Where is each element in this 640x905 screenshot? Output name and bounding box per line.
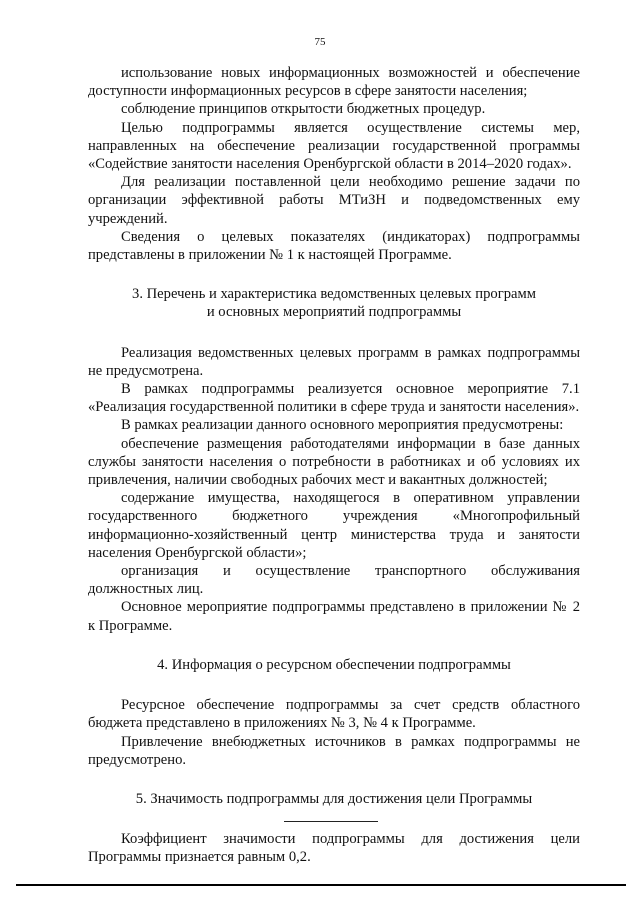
paragraph: Привлечение внебюджетных источников в рамках подпрограммы не предусмотрено. [88, 733, 580, 768]
paragraph: соблюдение принципов открытости бюджетных процедур. [121, 101, 486, 118]
paragraph: Основное мероприятие подпрограммы представлено в приложении № 2 к Программе. [88, 599, 580, 634]
paragraph: содержание имущества, находящегося в оперативном управлении государственного бюджетного учреждения «Многопрофильный информационно-хозяйственный центр министерства труда и занятости населения Оренбургской области»; [88, 490, 580, 561]
paragraph: Реализация ведомственных целевых программ в рамках подпрограммы не предусмотрена. [88, 344, 580, 379]
separator-line [284, 821, 378, 822]
paragraph: Коэффициент значимости подпрограммы для достижения цели Программы признается равным 0,2. [88, 831, 580, 866]
paragraph: Для реализации поставленной цели необходимо решение задачи по организации эффективной работы МТиЗН и подведомственных ему учреждений. [88, 174, 580, 227]
page-number: 75 [314, 36, 326, 48]
paragraph: Целью подпрограммы является осуществление системы мер, направленных на обеспечение реализации государственной программы «Содействие занятости населения Оренбургской области в 2014–2020 годах». [88, 119, 580, 173]
document-body [88, 64, 580, 867]
paragraph: организация и осуществление транспортного обслуживания должностных лиц. [88, 563, 580, 598]
paragraph: Сведения о целевых показателях (индикаторах) подпрограммы представлены в приложении № 1 к настоящей Программе. [88, 228, 580, 264]
paragraph: обеспечение размещения работодателями информации в базе данных службы занятости населения о потребности в работниках и об условиях их привлечения, наличии свободных рабочих мест и вакантных должностей; [88, 435, 580, 489]
section-3-heading-line-1: 3. Перечень и характеристика ведомственных целевых программ [132, 286, 536, 303]
bottom-rule [16, 884, 626, 886]
section-5-heading: 5. Значимость подпрограммы для достижения цели Программы [135, 790, 533, 807]
paragraph: использование новых информационных возможностей и обеспечение доступности информационных ресурсов в сфере занятости населения; [88, 65, 580, 100]
section-3-heading-line-2: и основных мероприятий подпрограммы [206, 304, 462, 321]
section-4-heading: 4. Информация о ресурсном обеспечении подпрограммы [157, 656, 511, 673]
paragraph: В рамках подпрограммы реализуется основное мероприятие 7.1 «Реализация государственной политики в сфере труда и занятости населения». [88, 381, 580, 416]
paragraph: Ресурсное обеспечение подпрограммы за счет средств областного бюджета представлено в приложениях № 3, № 4 к Программе. [88, 697, 580, 732]
paragraph: В рамках реализации данного основного мероприятия предусмотрены: [121, 417, 564, 434]
